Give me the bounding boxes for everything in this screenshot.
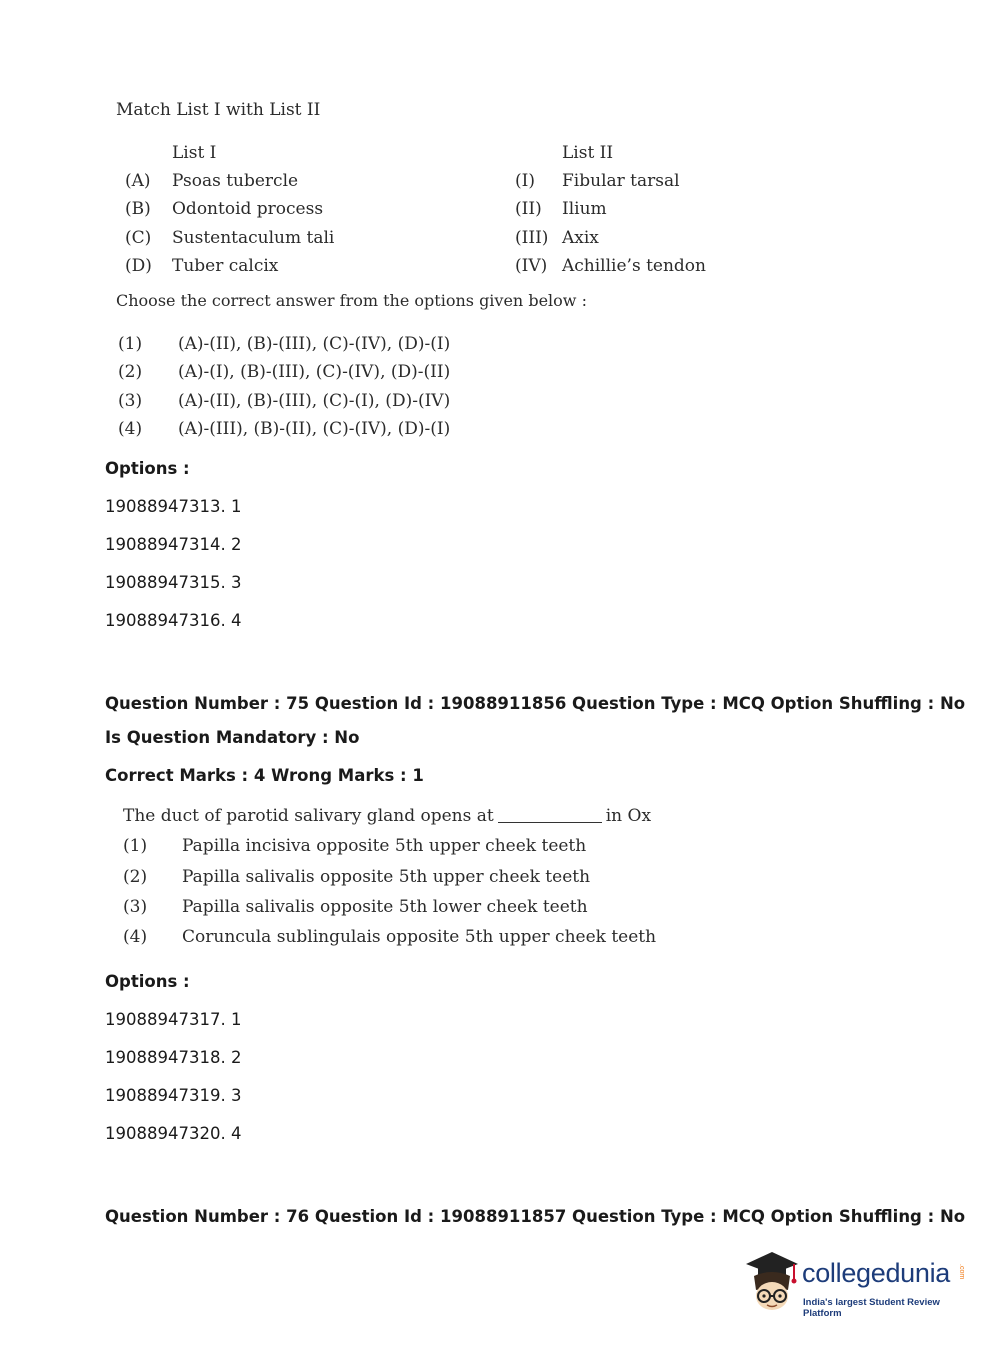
q76-header: Question Number : 76 Question Id : 19088911857 Question Type : MCQ Option Shuffling : No bbox=[105, 1207, 966, 1226]
choose-instruction: Choose the correct answer from the options given below : bbox=[116, 291, 587, 310]
q75-choice-4-text: Coruncula sublingulais opposite 5th upper cheek teeth bbox=[182, 927, 657, 947]
q75-choice-3-num: (3) bbox=[123, 897, 148, 917]
row-a-text: Psoas tubercle bbox=[172, 171, 299, 191]
q75-marks: Correct Marks : 4 Wrong Marks : 1 bbox=[105, 766, 424, 785]
q75-choice-4-num: (4) bbox=[123, 927, 148, 947]
choice-3-text: (A)-(II), (B)-(III), (C)-(I), (D)-(IV) bbox=[178, 391, 451, 411]
q75-option-id-2: 19088947318. 2 bbox=[105, 1048, 242, 1067]
choice-1-text: (A)-(II), (B)-(III), (C)-(IV), (D)-(I) bbox=[178, 334, 451, 354]
options-label: Options : bbox=[105, 459, 190, 478]
match-intro: Match List I with List II bbox=[116, 100, 321, 120]
q75-header: Question Number : 75 Question Id : 19088911856 Question Type : MCQ Option Shuffling : No bbox=[105, 694, 966, 713]
row-d-label: (D) bbox=[125, 256, 152, 276]
row-iv-label: (IV) bbox=[515, 256, 548, 276]
q75-option-id-4: 19088947320. 4 bbox=[105, 1124, 242, 1143]
choice-2-num: (2) bbox=[118, 362, 143, 382]
row-b-label: (B) bbox=[125, 199, 151, 219]
option-id-3: 19088947315. 3 bbox=[105, 573, 242, 592]
choice-4-text: (A)-(III), (B)-(II), (C)-(IV), (D)-(I) bbox=[178, 419, 451, 439]
list2-header: List II bbox=[562, 143, 614, 163]
q75-mandatory: Is Question Mandatory : No bbox=[105, 728, 360, 747]
logo-wordmark: collegedunia bbox=[802, 1258, 951, 1288]
q75-option-id-3: 19088947319. 3 bbox=[105, 1086, 242, 1105]
option-id-1: 19088947313. 1 bbox=[105, 497, 242, 516]
q75-options-label: Options : bbox=[105, 972, 190, 991]
q75-choice-2-text: Papilla salivalis opposite 5th upper cheek teeth bbox=[182, 867, 591, 887]
collegedunia-logo[interactable] bbox=[742, 1250, 970, 1318]
choice-4-num: (4) bbox=[118, 419, 143, 439]
q75-question-pre: The duct of parotid salivary gland opens at bbox=[123, 806, 494, 826]
row-i-text: Fibular tarsal bbox=[562, 171, 680, 191]
option-id-4: 19088947316. 4 bbox=[105, 611, 242, 630]
q75-choice-3-text: Papilla salivalis opposite 5th lower cheek teeth bbox=[182, 897, 588, 917]
row-b-text: Odontoid process bbox=[172, 199, 324, 219]
row-i-label: (I) bbox=[515, 171, 535, 191]
answer-blank bbox=[498, 822, 602, 823]
row-iii-label: (III) bbox=[515, 228, 549, 248]
choice-2-text: (A)-(I), (B)-(III), (C)-(IV), (D)-(II) bbox=[178, 362, 451, 382]
q75-choice-2-num: (2) bbox=[123, 867, 148, 887]
row-c-label: (C) bbox=[125, 228, 152, 248]
option-id-2: 19088947314. 2 bbox=[105, 535, 242, 554]
q75-question bbox=[123, 806, 651, 826]
row-ii-label: (II) bbox=[515, 199, 542, 219]
mascot-icon bbox=[742, 1250, 800, 1316]
row-c-text: Sustentaculum tali bbox=[172, 228, 335, 248]
row-d-text: Tuber calcix bbox=[172, 256, 279, 276]
row-iv-text: Achillie’s tendon bbox=[562, 256, 706, 276]
logo-suffix: .com bbox=[958, 1264, 965, 1280]
q75-question-post: in Ox bbox=[605, 806, 652, 826]
q75-choice-1-text: Papilla incisiva opposite 5th upper cheek teeth bbox=[182, 836, 587, 856]
logo-tagline: India's largest Student Review Platform bbox=[803, 1297, 940, 1319]
choice-1-num: (1) bbox=[118, 334, 143, 354]
list1-header: List I bbox=[172, 143, 217, 163]
q75-choice-1-num: (1) bbox=[123, 836, 148, 856]
row-ii-text: Ilium bbox=[562, 199, 607, 219]
row-a-label: (A) bbox=[125, 171, 151, 191]
choice-3-num: (3) bbox=[118, 391, 143, 411]
row-iii-text: Axix bbox=[562, 228, 599, 248]
q75-option-id-1: 19088947317. 1 bbox=[105, 1010, 242, 1029]
